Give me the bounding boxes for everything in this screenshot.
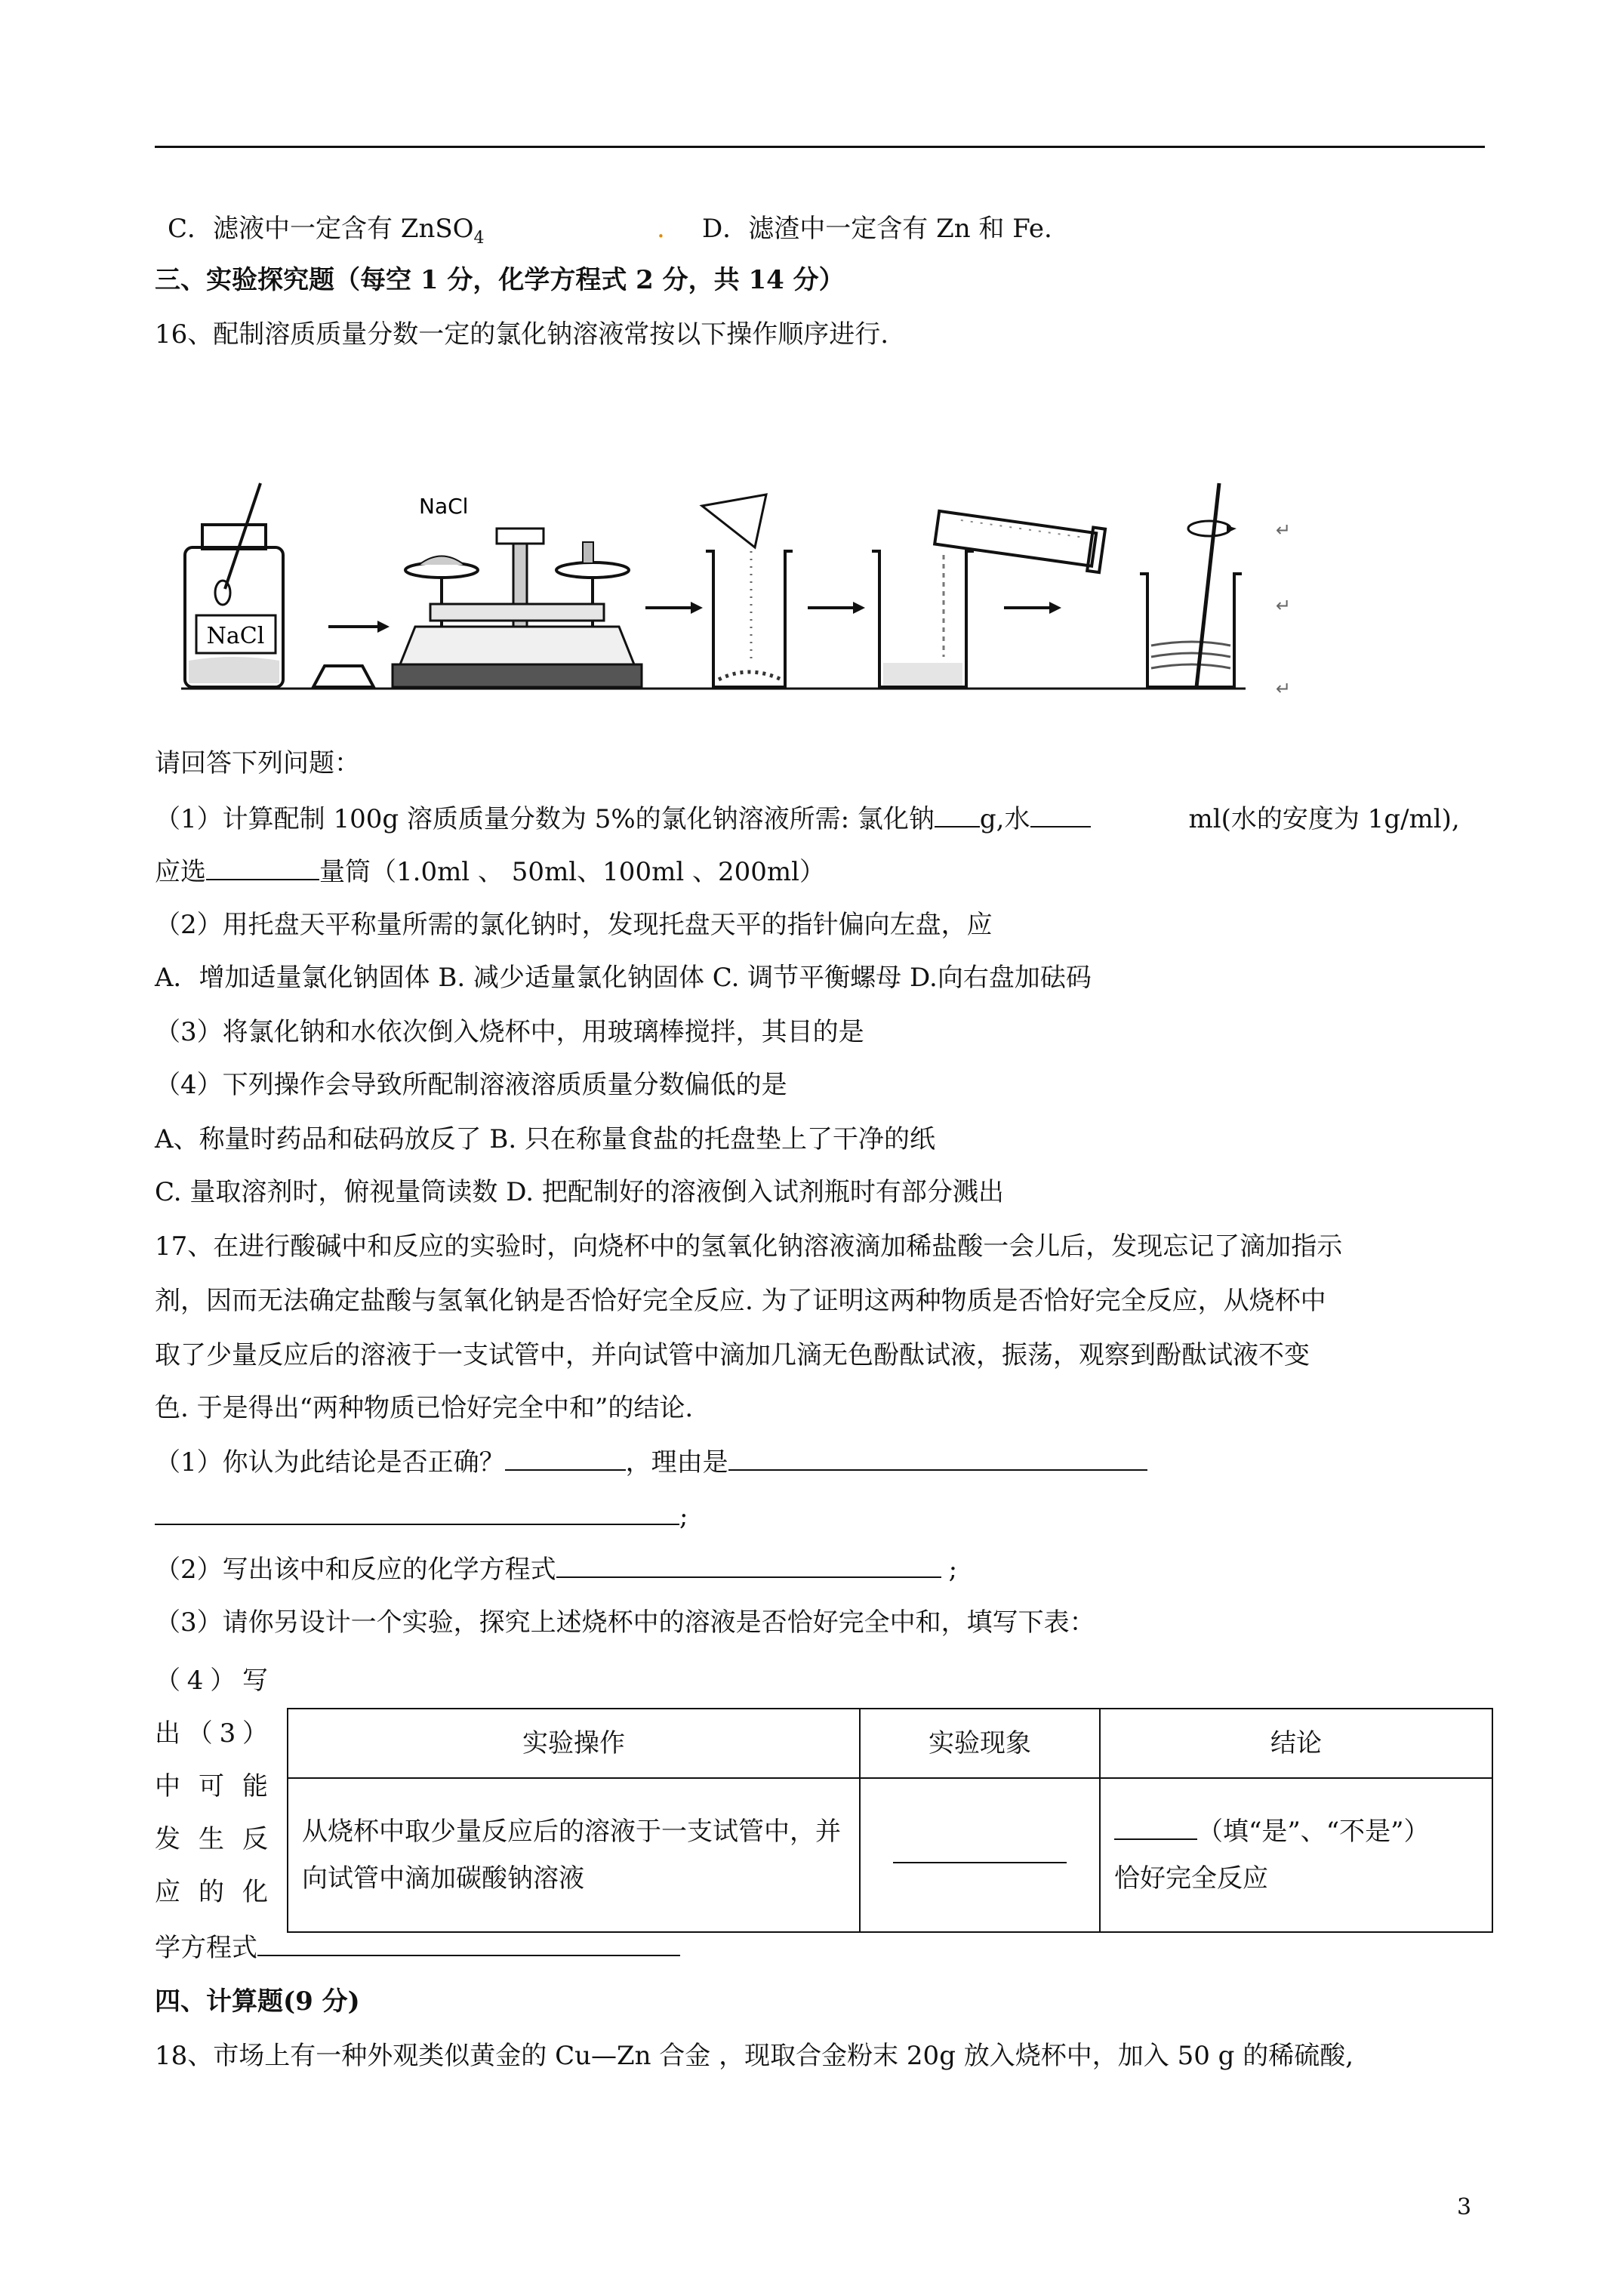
q17-part4-side-2: 出（3） bbox=[155, 1718, 268, 1749]
option-d: D．滤渣中一定含有 Zn 和 Fe. bbox=[702, 214, 1052, 244]
q17-stem-3: 取了少量反应后的溶液于一支试管中，并向试管中滴加几滴无色酚酞试液，振荡，观察到酚酞试液不变 bbox=[155, 1340, 1310, 1370]
q17-part4-side-3: 中可能 bbox=[155, 1771, 268, 1801]
return-mark: ↵ bbox=[1276, 678, 1292, 699]
q16-part1-cylinder: 应选 量筒（1.0ml 、 50ml、100ml 、200ml） bbox=[155, 853, 825, 889]
q16-part4-options-cd: C. 量取溶剂时，俯视量筒读数 D. 把配制好的溶液倒入试剂瓶时有部分溅出 bbox=[155, 1177, 1004, 1207]
q17-part4-side-5: 应的化 bbox=[155, 1877, 268, 1907]
arrow-icon bbox=[328, 621, 390, 633]
q17-stem-4: 色. 于是得出“两种物质已恰好完全中和”的结论. bbox=[155, 1393, 694, 1423]
table-cell-phenomenon bbox=[860, 1778, 1100, 1932]
balance-label: NaCl bbox=[419, 494, 469, 519]
header-rule bbox=[155, 146, 1485, 148]
beaker-cylinder-icon bbox=[872, 506, 1105, 687]
arrow-icon bbox=[1004, 602, 1061, 614]
q16-part2-options: A．增加适量氯化钠固体 B. 减少适量氯化钠固体 C. 调节平衡螺母 D.向右盘加砝码 bbox=[155, 963, 1092, 993]
q17-part1-reason-cont: ; bbox=[155, 1498, 688, 1534]
arrow-icon bbox=[645, 602, 703, 614]
table-header-phenomenon: 实验现象 bbox=[860, 1709, 1100, 1778]
q17-stem-2: 剂，因而无法确定盐酸与氢氧化钠是否恰好完全反应. 为了证明这两种物质是否恰好完全反应，从烧杯中 bbox=[155, 1286, 1326, 1316]
section-3-title: 三、实验探究题（每空 1 分，化学方程式 2 分，共 14 分） bbox=[155, 265, 845, 295]
q18-stem: 18、市场上有一种外观类似黄金的 Cu—Zn 合金 ，现取合金粉末 20g 放入烧杯中，加入 50 g 的稀硫酸, bbox=[155, 2041, 1354, 2071]
return-mark: ↵ bbox=[1276, 595, 1292, 616]
q16-part1: （1）计算配制 100g 溶质质量分数为 5%的氯化钠溶液所需: 氯化钠 g,水 ml(水的安度为 1g/ml), bbox=[155, 800, 1460, 837]
table-header-operation: 实验操作 bbox=[288, 1709, 860, 1778]
q16-part2: （2）用托盘天平称量所需的氯化钠时，发现托盘天平的指针偏向左盘，应 bbox=[155, 910, 993, 940]
q17-part2: （2）写出该中和反应的化学方程式 ; bbox=[155, 1551, 957, 1587]
table-header-conclusion: 结论 bbox=[1100, 1709, 1492, 1778]
section-4-title: 四、计算题(9 分) bbox=[155, 1986, 360, 2017]
q17-part4-side-1: （4）写 bbox=[155, 1666, 268, 1696]
balance-icon bbox=[393, 494, 642, 687]
q17-part1: （1）你认为此结论是否正确？ ，理由是 bbox=[155, 1444, 1147, 1480]
bottle-label: NaCl bbox=[206, 623, 265, 649]
experiment-table bbox=[287, 1708, 1493, 1933]
stray-dot: . bbox=[657, 214, 665, 244]
q16-part4: （4）下列操作会导致所配制溶液溶质质量分数偏低的是 bbox=[155, 1070, 787, 1100]
q17-part4-side-4: 发生反 bbox=[155, 1824, 268, 1854]
stopper-icon bbox=[313, 666, 374, 687]
q16-stem: 16、配制溶质质量分数一定的氯化钠溶液常按以下操作顺序进行. bbox=[155, 319, 889, 350]
q16-prompt: 请回答下列问题： bbox=[155, 748, 360, 778]
q17-part4-last: 学方程式 bbox=[155, 1929, 680, 1965]
return-mark: ↵ bbox=[1276, 519, 1292, 541]
arrow-icon bbox=[808, 602, 865, 614]
beaker-stir-icon bbox=[1140, 483, 1242, 687]
nacl-preparation-figure bbox=[181, 476, 1313, 702]
table-cell-operation: 从烧杯中取少量反应后的溶液于一支试管中，并向试管中滴加碳酸钠溶液 bbox=[288, 1778, 860, 1932]
beaker-powder-icon bbox=[702, 495, 793, 687]
page-number: 3 bbox=[1457, 2194, 1472, 2220]
q17-part3: （3）请你另设计一个实验，探究上述烧杯中的溶液是否恰好完全中和，填写下表： bbox=[155, 1607, 1095, 1638]
option-c: C．滤液中一定含有 ZnSO$_4$ bbox=[168, 214, 485, 248]
reagent-bottle-icon bbox=[185, 483, 283, 687]
table-cell-conclusion: （填“是”、“不是”） 恰好完全反应 bbox=[1100, 1778, 1492, 1932]
q16-part4-options-ab: A、称量时药品和砝码放反了 B. 只在称量食盐的托盘垫上了干净的纸 bbox=[155, 1124, 935, 1154]
q16-part3: （3）将氯化钠和水依次倒入烧杯中，用玻璃棒搅拌，其目的是 bbox=[155, 1017, 864, 1047]
q17-stem-1: 17、在进行酸碱中和反应的实验时，向烧杯中的氢氧化钠溶液滴加稀盐酸一会儿后，发现忘记了滴加指示 bbox=[155, 1231, 1343, 1262]
